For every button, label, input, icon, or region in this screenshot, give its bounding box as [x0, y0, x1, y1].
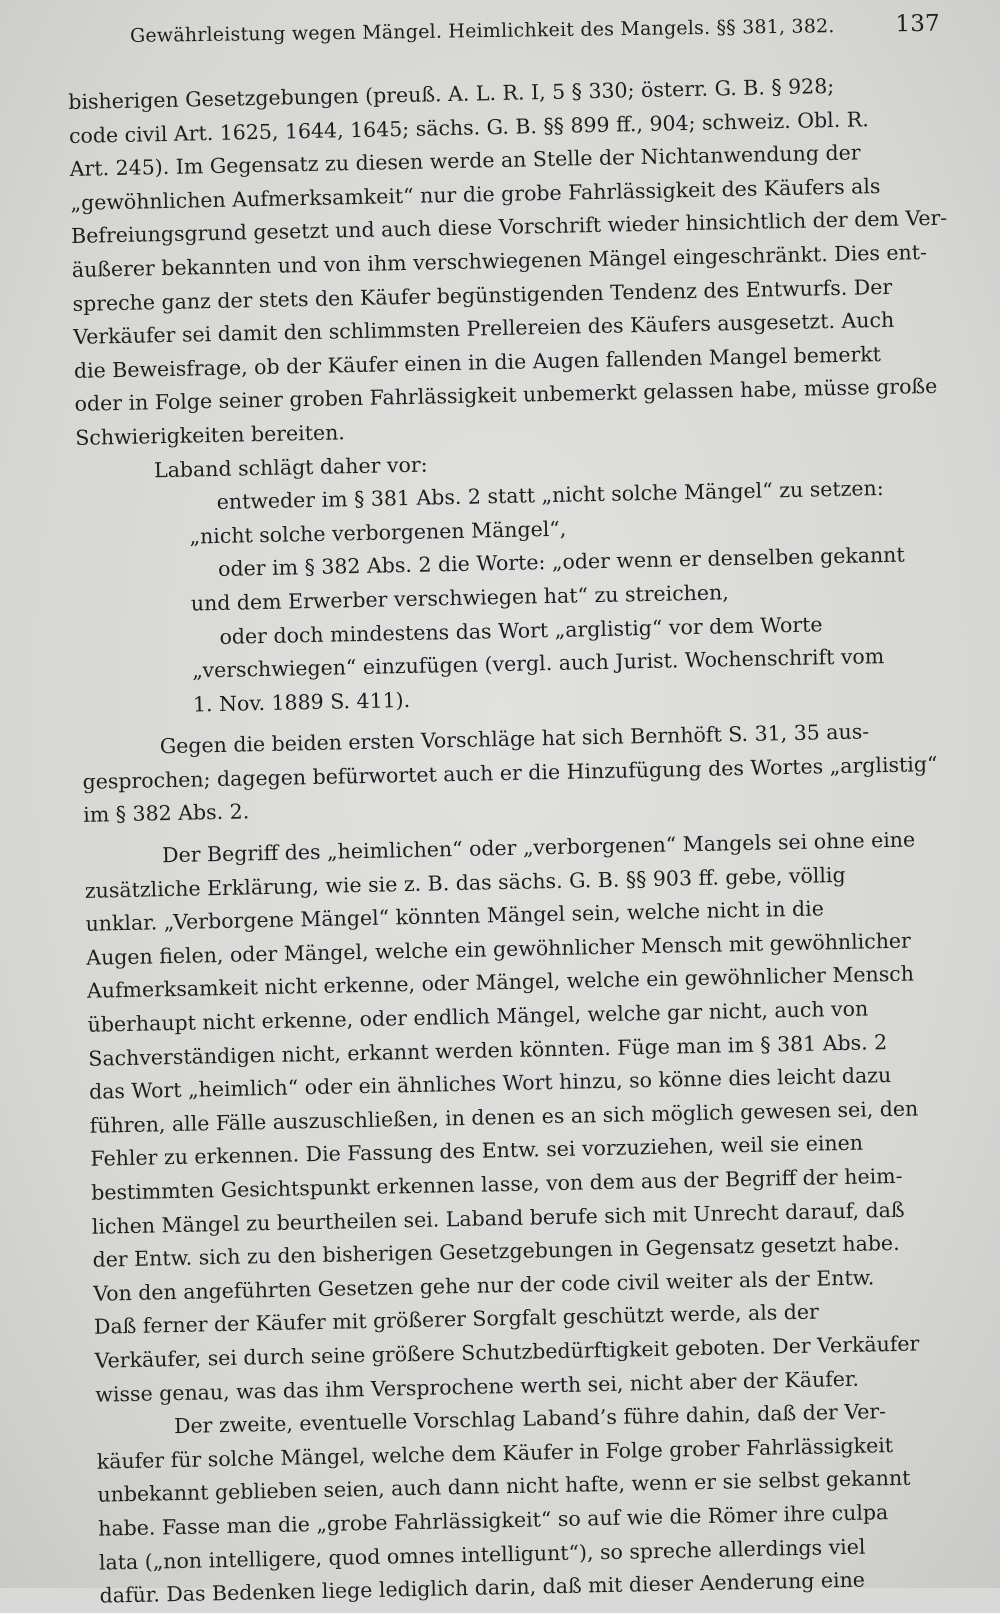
- paragraph: [96, 1394, 962, 1613]
- text-line: Der zweite, eventuelle Vorschlag Laband’s führe dahin, daß der Ver-: [173, 1399, 887, 1439]
- paragraph: [84, 823, 958, 1412]
- proposal-item: [79, 605, 943, 724]
- text-line: Befreiungsgrund gesetzt und auch diese Vorschrift wieder hinsichtlich der dem Ver-: [70, 205, 948, 249]
- text-line: unbekannt geblieben seien, auch dann nicht hafte, wenn er sie selbst gekannt: [97, 1466, 911, 1508]
- text-line: gesprochen; dagegen befürwortet auch er die Hinzufügung des Wortes „arglistig“: [82, 751, 938, 794]
- text-line: zusätzliche Erklärung, wie sie z. B. das sächs. G. B. §§ 903 ff. gebe, völlig: [84, 862, 846, 903]
- text-line: Art. 245). Im Gegensatz zu diesen werde an Stelle der Nichtanwendung der: [69, 140, 861, 182]
- text-line: überhaupt nicht erkenne, oder endlich Mängel, welche gar nicht, auch von: [87, 996, 869, 1037]
- text-line: äußerer bekannten und von ihm verschwiegenen Mängel eingeschränkt. Dies ent-: [71, 240, 928, 282]
- text-line: 1. Nov. 1889 S. 411).: [192, 687, 411, 717]
- text-line: „gewöhnlichen Aufmerksamkeit“ nur die grobe Fahrlässigkeit des Käufers als: [70, 173, 881, 215]
- text-line: „verschwiegen“ einzufügen (vergl. auch Jurist. Wochenschrift vom: [192, 644, 885, 683]
- paragraph: [82, 714, 946, 833]
- text-line: oder doch mindestens das Wort „arglistig“ vor dem Worte: [219, 611, 823, 649]
- text-line: Schwierigkeiten bereiten.: [75, 420, 346, 450]
- text-line: code civil Art. 1625, 1644, 1645; sächs. G. B. §§ 899 ff., 904; schweiz. Obl. R.: [68, 106, 869, 148]
- text-line: bisherigen Gesetzgebungen (preuß. A. L. R. I, 5 § 330; österr. G. B. § 928;: [68, 73, 835, 114]
- text-line: und dem Erwerber verschwiegen hat“ zu streichen,: [190, 580, 729, 616]
- body-text: [68, 68, 962, 1613]
- text-line: im § 382 Abs. 2.: [83, 799, 250, 828]
- running-head-title: Gewährleistung wegen Mängel. Heimlichkeit des Mangels. §§ 381, 382.: [129, 15, 835, 47]
- text-line: Laband schlägt daher vor:: [153, 452, 428, 482]
- text-line: oder im § 382 Abs. 2 die Worte: „oder wenn er denselben gekannt: [217, 542, 905, 582]
- text-line: oder in Folge seiner groben Fahrlässigkeit unbemerkt gelassen habe, müsse große: [74, 374, 938, 417]
- text-line: Augen fielen, oder Mängel, welche ein gewöhnlicher Mensch mit gewöhnlicher: [86, 928, 912, 970]
- text-line: Fehler zu erkennen. Die Fassung des Entw. sei vorzuziehen, weil sie einen: [90, 1130, 864, 1172]
- text-line: das Wort „heimlich“ oder ein ähnliches Wort hinzu, so könne dies leicht dazu: [88, 1063, 892, 1104]
- paragraph: [68, 68, 948, 456]
- text-line: Aufmerksamkeit nicht erkenne, oder Mängel, welche ein gewöhnlicher Mensch: [86, 961, 915, 1004]
- text-line: habe. Fasse man die „grobe Fahrlässigkeit“ so auf wie die Römer ihre culpa: [97, 1500, 889, 1541]
- text-line: käufer für solche Mängel, welche dem Käufer in Folge grober Fahrlässigkeit: [96, 1432, 894, 1474]
- text-line: wisse genau, was das ihm Versprochene werth sei, nicht aber der Käufer.: [95, 1366, 860, 1407]
- text-line: lata („non intelligere, quod omnes intelligunt“), so spreche allerdings viel: [98, 1534, 866, 1575]
- text-line: bestimmten Gesichtspunkt erkennen lasse, von dem aus der Begriff der heim-: [90, 1163, 903, 1205]
- text-line: Daß ferner der Käufer mit größerer Sorgfalt geschützt werde, als der: [93, 1299, 820, 1340]
- text-line: lichen Mängel zu beurtheilen sei. Laband berufe sich mit Unrecht darauf, daß: [91, 1197, 905, 1239]
- text-line: spreche ganz der stets den Käufer begünstigenden Tendenz des Entwurfs. Der: [72, 274, 893, 316]
- page-number: 137: [895, 10, 941, 38]
- text-line: Verkäufer sei damit den schlimmsten Prellereien des Käufers ausgesetzt. Auch: [73, 307, 895, 350]
- text-line: Sachverständigen nicht, erkannt werden könnten. Füge man im § 381 Abs. 2: [88, 1029, 888, 1071]
- text-line: Von den angeführten Gesetzen gehe nur der code civil weiter als der Entw.: [93, 1265, 875, 1306]
- text-line: Verkäufer, sei durch seine größere Schutzbedürftigkeit geboten. Der Verkäufer: [94, 1331, 920, 1373]
- text-line: Gegen die beiden ersten Vorschläge hat sich Bernhöft S. 31, 35 aus-: [159, 719, 870, 759]
- text-line: entweder im § 381 Abs. 2 statt „nicht solche Mängel“ zu setzen:: [216, 476, 884, 515]
- text-line: unklar. „Verborgene Mängel“ könnten Mängel sein, welche nicht in die: [85, 896, 825, 937]
- text-line: dafür. Das Bedenken liege lediglich darin, daß mit dieser Aenderung eine: [99, 1567, 866, 1608]
- running-head: [129, 10, 941, 48]
- text-line: Der Begriff des „heimlichen“ oder „verborgenen“ Mangels sei ohne eine: [161, 827, 916, 868]
- text-line: der Entw. sich zu den bisherigen Gesetzgebungen in Gegensatz gesetzt habe.: [92, 1231, 900, 1272]
- text-line: die Beweisfrage, ob der Käufer einen in die Augen fallenden Mangel bemerkt: [73, 341, 882, 383]
- text-line: führen, alle Fälle auszuschließen, in denen es an sich möglich gewesen sei, den: [89, 1096, 919, 1138]
- text-line: „nicht solche verborgenen Mängel“,: [189, 516, 567, 549]
